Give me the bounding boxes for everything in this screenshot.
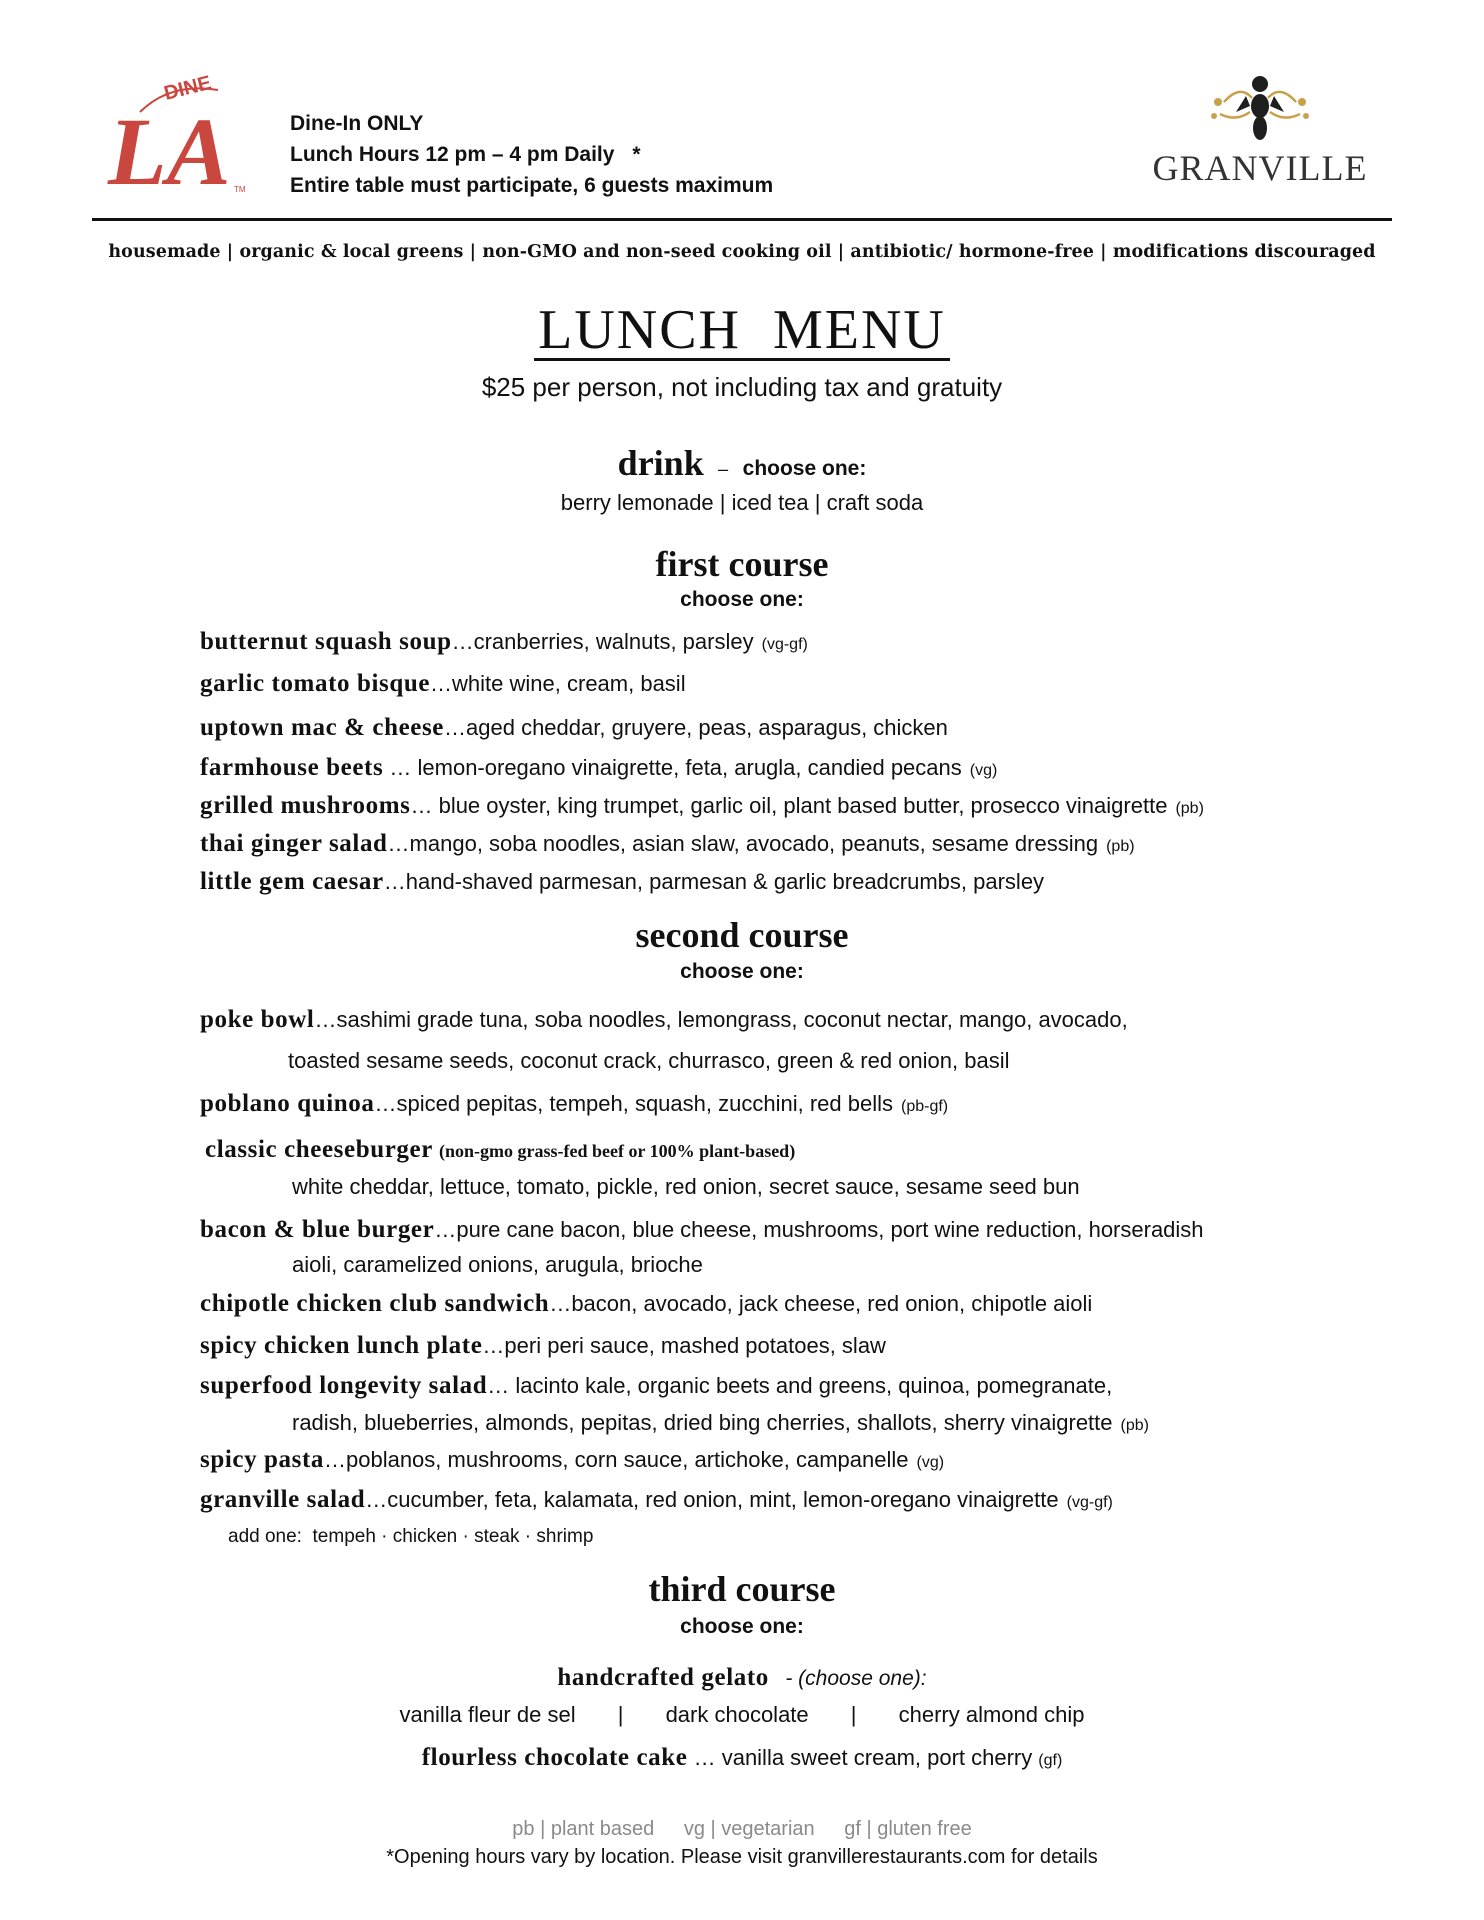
page-title: LUNCH MENU: [0, 298, 1484, 362]
drink-options: berry lemonade | iced tea | craft soda: [560, 490, 924, 515]
third-course-heading: third course: [648, 1569, 836, 1609]
gelato-option: vanilla fleur de sel: [399, 1702, 576, 1727]
dine-la-logo: [100, 60, 260, 200]
poke-bowl-continued: toasted sesame seeds, coconut crack, churrasco, green & red onion, basil: [288, 1048, 1010, 1073]
third-course-choose: choose one:: [680, 1615, 804, 1638]
menu-item-bacon-blue-burger: bacon & blue burger…pure cane bacon, blue cheese, mushrooms, port wine reduction, horseradish: [200, 1216, 1204, 1243]
menu-item-classic-cheeseburger: classic cheeseburger (non-gmo grass-fed beef or 100% plant-based): [205, 1136, 796, 1163]
price-note: $25 per person, not including tax and gratuity: [481, 372, 1003, 402]
svg-text:LA: LA: [108, 98, 231, 200]
gelato-note: - (choose one):: [785, 1667, 927, 1690]
menu-item-grilled-mushrooms: grilled mushrooms… blue oyster, king trumpet, garlic oil, plant based butter, prosecco vinaigrette (pb): [200, 792, 1204, 819]
menu-item-little-gem-caesar: little gem caesar…hand-shaved parmesan, parmesan & garlic breadcrumbs, parsley: [200, 868, 1045, 895]
menu-item-butternut-squash-soup: butternut squash soup…cranberries, walnuts, parsley (vg-gf): [200, 628, 808, 655]
lunch-hours: Lunch Hours 12 pm – 4 pm Daily *: [290, 143, 641, 166]
first-course-choose: choose one:: [680, 588, 804, 611]
legend-item: pb | plant based: [512, 1818, 655, 1840]
add-protein-options: add one: tempeh · chicken · steak · shrimp: [228, 1526, 594, 1547]
menu-item-spicy-pasta: spicy pasta…poblanos, mushrooms, corn sauce, artichoke, campanelle (vg): [200, 1446, 945, 1473]
gelato-divider: |: [850, 1702, 857, 1727]
cheeseburger-continued: white cheddar, lettuce, tomato, pickle, red onion, secret sauce, sesame seed bun: [292, 1174, 1080, 1199]
dine-in-only: Dine-In ONLY: [290, 112, 424, 135]
gelato-name: handcrafted gelato: [557, 1664, 769, 1691]
superfood-continued: radish, blueberries, almonds, pepitas, dried bing cherries, shallots, sherry vinaigrette (pb): [292, 1410, 1149, 1435]
sourcing-tagline: housemade | organic & local greens | non-GMO and non-seed cooking oil | antibiotic/ hormone-free | modifications discouraged: [108, 242, 1376, 262]
legend-item: gf | gluten free: [844, 1818, 972, 1840]
table-participation: Entire table must participate, 6 guests maximum: [290, 174, 774, 197]
legend-item: vg | vegetarian: [683, 1818, 815, 1840]
menu-item-farmhouse-beets: farmhouse beets … lemon-oregano vinaigrette, feta, arugla, candied pecans (vg): [200, 754, 998, 781]
granville-logo: [1140, 62, 1380, 192]
gelato-option: cherry almond chip: [898, 1702, 1085, 1727]
gelato-row: [0, 1664, 1484, 1692]
drink-choose: choose one:: [742, 457, 867, 480]
second-course-heading: second course: [635, 915, 849, 955]
cheeseburger-note: (non-gmo grass-fed beef or 100% plant-based): [439, 1141, 796, 1161]
menu-item-superfood-longevity-salad: superfood longevity salad… lacinto kale, organic beets and greens, quinoa, pomegranate,: [200, 1372, 1113, 1399]
svg-text:DINE: DINE: [161, 71, 214, 105]
first-course-heading: first course: [655, 544, 829, 584]
asterisk: *: [632, 143, 641, 166]
second-course-choose: choose one:: [680, 960, 804, 983]
header-divider: [92, 218, 1392, 221]
dine-in-info: [290, 108, 773, 201]
svg-text:GRANVILLE: GRANVILLE: [1152, 148, 1368, 188]
drink-dash: –: [718, 459, 729, 479]
menu-item-poke-bowl: poke bowl…sashimi grade tuna, soba noodles, lemongrass, coconut nectar, mango, avocado,: [200, 1006, 1128, 1033]
menu-item-poblano-quinoa: poblano quinoa…spiced pepitas, tempeh, squash, zucchini, red bells (pb-gf): [200, 1090, 949, 1117]
menu-item-chipotle-chicken-club: chipotle chicken club sandwich…bacon, avocado, jack cheese, red onion, chipotle aioli: [200, 1290, 1093, 1317]
menu-item-spicy-chicken-lunch-plate: spicy chicken lunch plate…peri peri sauce, mashed potatoes, slaw: [200, 1332, 886, 1359]
menu-item-uptown-mac-cheese: uptown mac & cheese…aged cheddar, gruyere, peas, asparagus, chicken: [200, 714, 948, 741]
gelato-divider: |: [617, 1702, 624, 1727]
menu-item-thai-ginger-salad: thai ginger salad…mango, soba noodles, asian slaw, avocado, peanuts, sesame dressing (pb): [200, 830, 1135, 857]
gelato-option: dark chocolate: [665, 1702, 809, 1727]
drink-heading-row: [0, 442, 1484, 484]
drink-heading: drink: [617, 443, 704, 483]
hours-footnote: *Opening hours vary by location. Please visit granvillerestaurants.com for details: [386, 1846, 1098, 1868]
bacon-blue-continued: aioli, caramelized onions, arugula, brioche: [292, 1252, 703, 1277]
gelato-options: [0, 1702, 1484, 1728]
menu-item-garlic-tomato-bisque: garlic tomato bisque…white wine, cream, basil: [200, 670, 686, 697]
dietary-legend: [0, 1818, 1484, 1841]
menu-item-flourless-chocolate-cake: flourless chocolate cake … vanilla sweet cream, port cherry (gf): [421, 1744, 1063, 1771]
bee-icon: [1140, 62, 1380, 192]
svg-text:TM: TM: [234, 185, 246, 194]
menu-item-granville-salad: granville salad…cucumber, feta, kalamata, red onion, mint, lemon-oregano vinaigrette (vg-gf): [200, 1486, 1113, 1513]
